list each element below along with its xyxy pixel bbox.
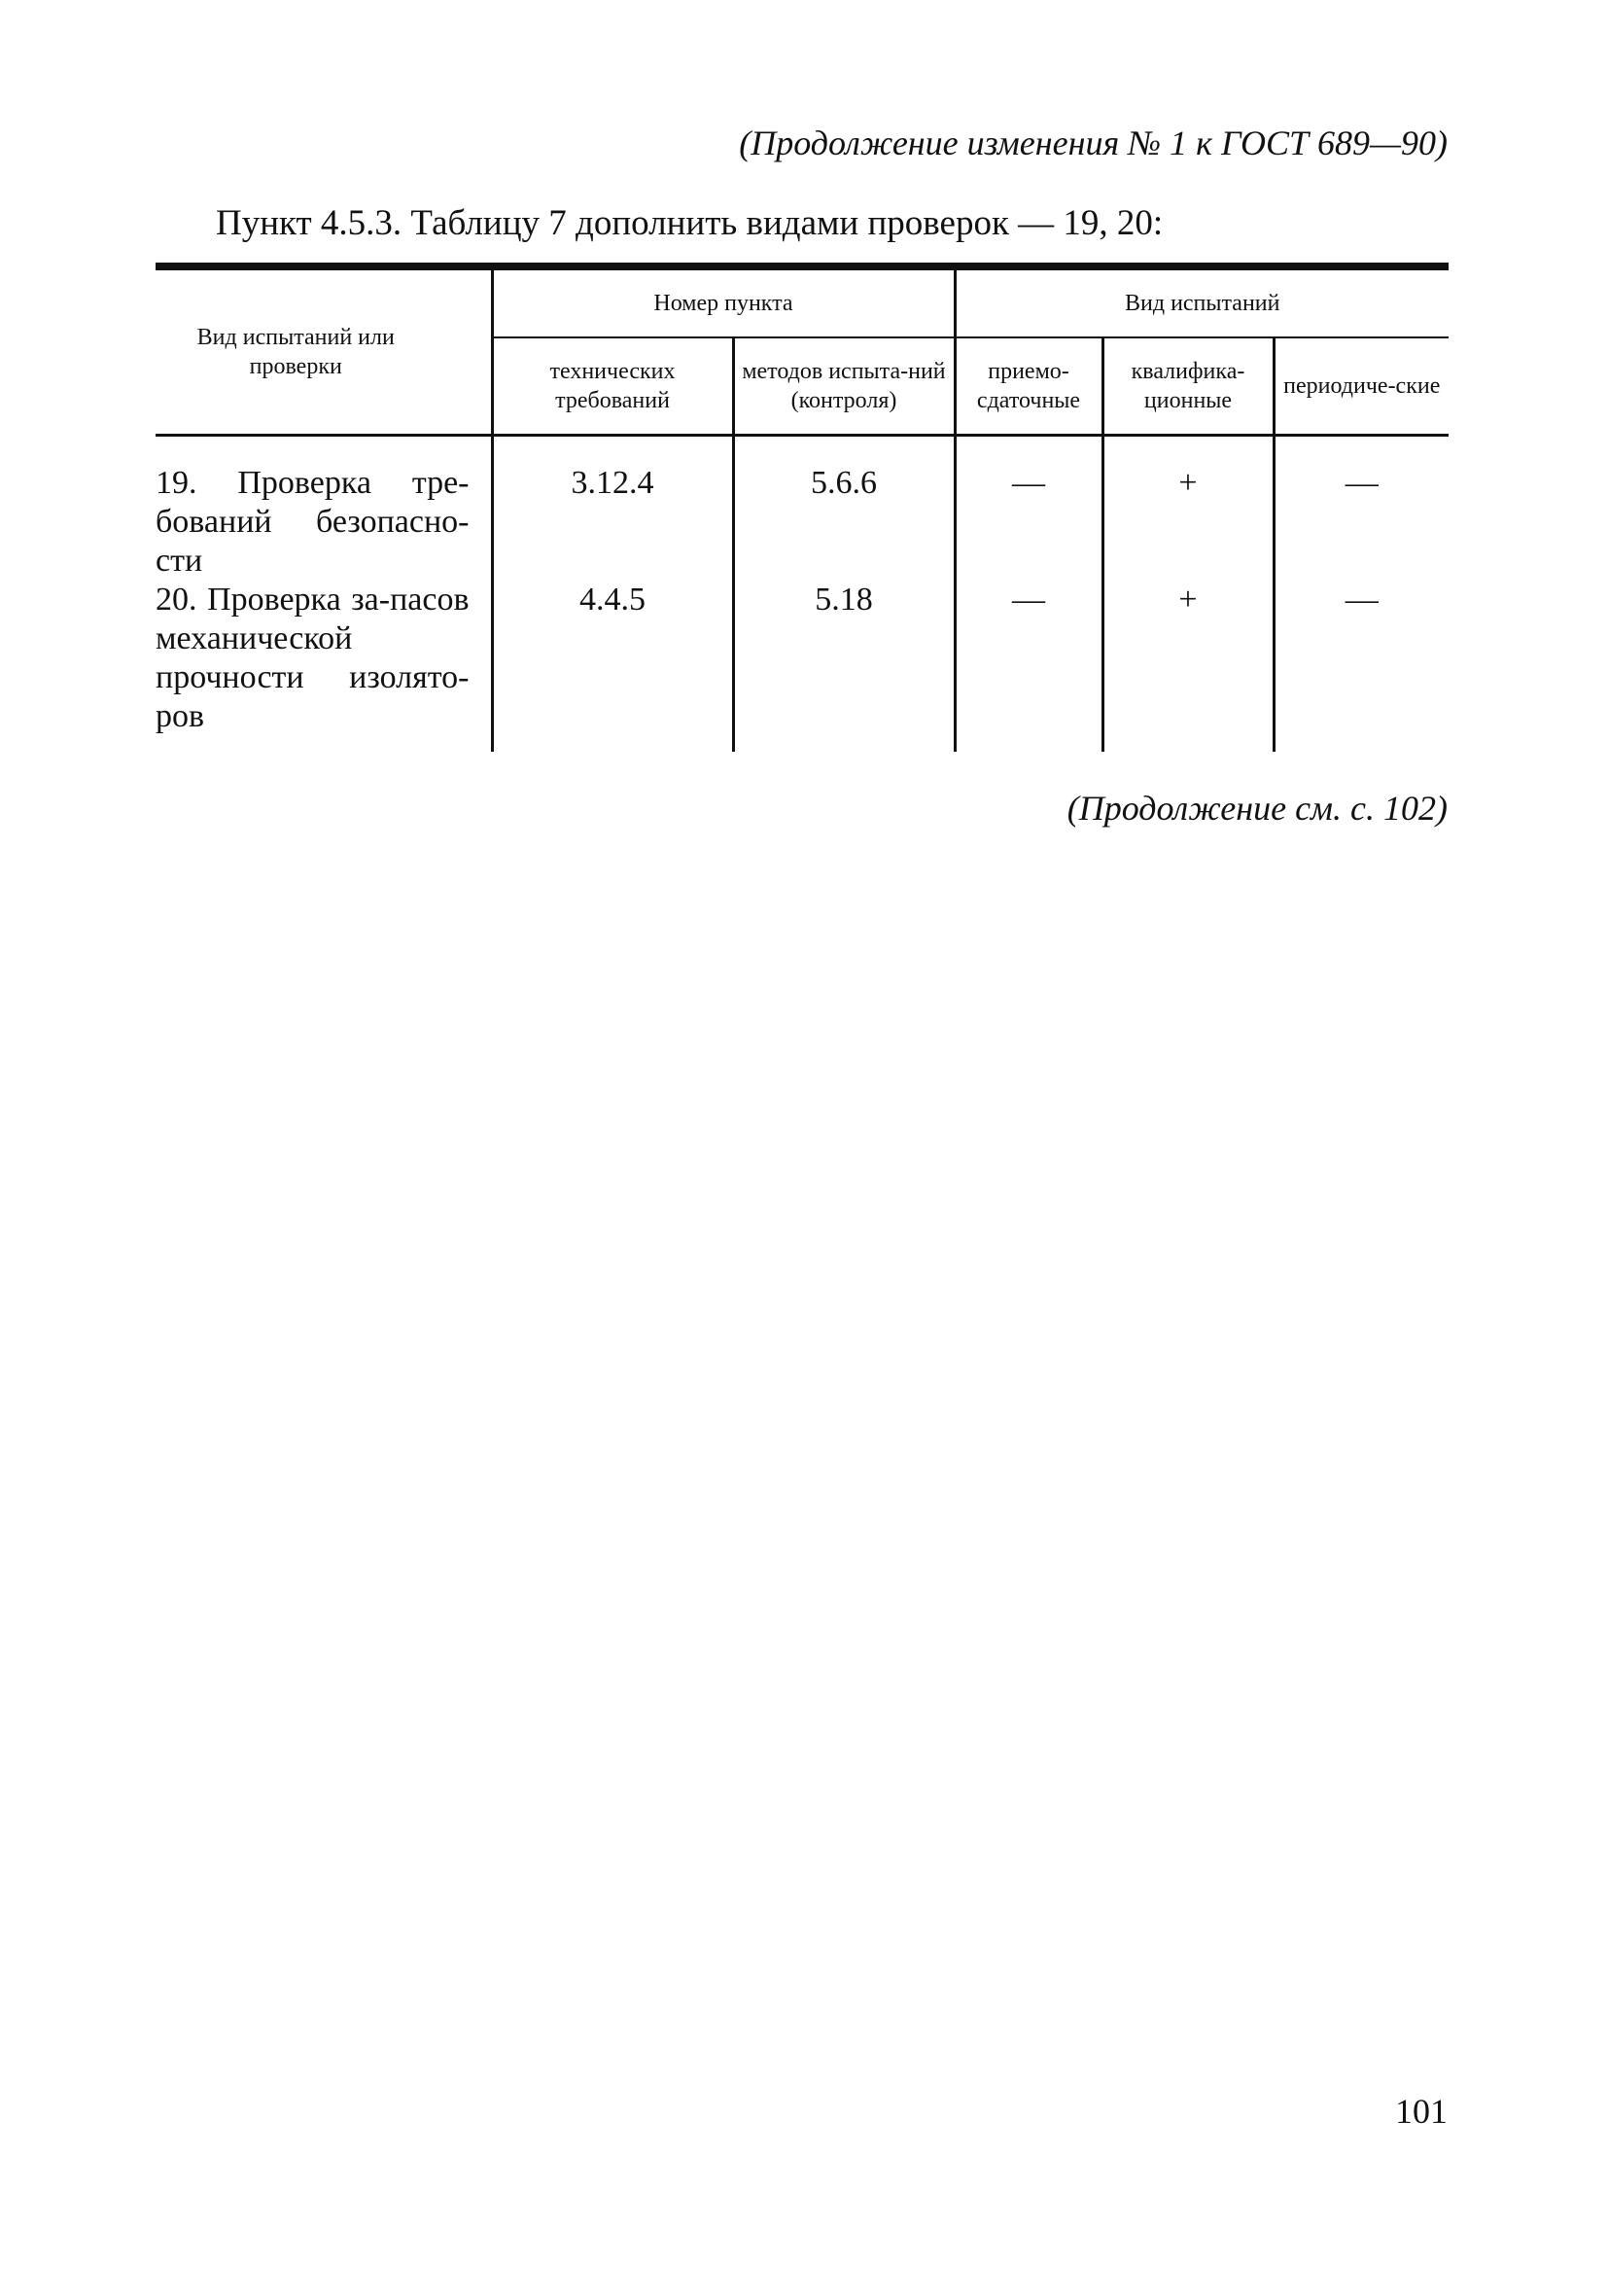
row-periodic: — [1274,436,1449,582]
row-method-ref: 5.18 [733,581,955,752]
row-qualification: + [1102,581,1274,752]
table-top-rule [156,263,1449,270]
header-test-methods: методов испыта-ний (контроля) [733,337,955,436]
page-number: 101 [1395,2092,1448,2131]
table-row [156,581,1449,752]
intro-paragraph: Пункт 4.5.3. Таблицу 7 дополнить видами проверок — 19, 20: [216,203,1164,243]
checks-table [156,270,1449,752]
row-acceptance: — [955,581,1102,752]
row-qualification: + [1102,436,1274,582]
header-test-type: Вид испытаний [955,270,1449,337]
table-row [156,436,1449,582]
row-periodic: — [1274,581,1449,752]
header-acceptance: приемо-сдаточные [955,337,1102,436]
header-qualification: квалифика-ционные [1102,337,1274,436]
continuation-footer: (Продолжение см. с. 102) [1066,789,1448,828]
header-item-number: Номер пункта [492,270,955,337]
row-name: 19. Проверка тре-бований безопасно-сти [156,465,470,579]
continuation-header: (Продолжение изменения № 1 к ГОСТ 689—90) [739,124,1448,162]
header-tech-requirements: технических требований [492,337,733,436]
row-tech-ref: 4.4.5 [492,581,733,752]
header-periodic: периодиче-ские [1274,337,1449,436]
header-check-type: Вид испытаний или проверки [156,270,492,436]
amendment-table [156,263,1449,752]
row-method-ref: 5.6.6 [733,436,955,582]
row-acceptance: — [955,436,1102,582]
row-name: 20. Проверка за-пасов механической прочности изолято-ров [156,582,470,734]
row-tech-ref: 3.12.4 [492,436,733,582]
